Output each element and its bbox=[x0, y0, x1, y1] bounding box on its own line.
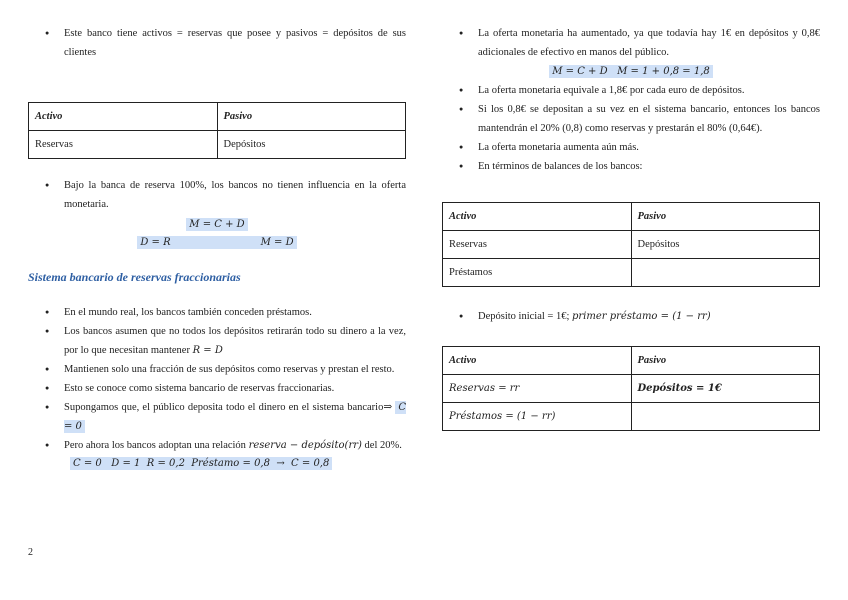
table2-header-activo: Activo bbox=[443, 203, 632, 231]
bullet-reserve-100: ● Bajo la banca de reserva 100%, los bancos no tienen influencia en la oferta monetaria. bbox=[28, 176, 406, 214]
table2-cell-prestamos: Préstamos bbox=[443, 259, 632, 287]
table1-cell-depositos: Depósitos bbox=[217, 131, 406, 159]
table-reservas-depositos bbox=[28, 102, 406, 159]
bullet-supongamos: ● Supongamos que, el público deposita todo el dinero en el sistema bancario⇒ C = 0 bbox=[28, 398, 406, 436]
equation-d-r: D = R bbox=[137, 236, 212, 249]
intro-bullet: ● Este banco tiene activos = reservas que posee y pasivos = depósitos de sus clientes bbox=[28, 24, 406, 62]
final-equation: C = 0 D = 1 R = 0,2 Préstamo = 0,8 → C = 0,8 bbox=[70, 457, 332, 470]
table3-cell-reservas-rr: Reservas = rr bbox=[443, 375, 632, 403]
math-c-0: C = 0 bbox=[64, 402, 406, 432]
bullet-oferta-aumentado: ● La oferta monetaria ha aumentado, ya que todavía hay 1€ en depósitos y 0,8€ adicionales de efectivo en manos del público. bbox=[442, 24, 820, 62]
section-heading: Sistema bancario de reservas fraccionarias bbox=[28, 270, 241, 284]
table1-header-pasivo: Pasivo bbox=[217, 103, 406, 131]
equation-m-1-8: M = C + D M = 1 + 0,8 = 1,8 bbox=[549, 65, 713, 78]
bullet-relacion: ● Pero ahora los bancos adoptan una relación reserva − depósito(rr) del 20%. bbox=[28, 436, 406, 455]
fractional-list bbox=[28, 303, 406, 455]
table2-header-pasivo: Pasivo bbox=[631, 203, 820, 231]
reserve100-list bbox=[28, 176, 406, 214]
table2-cell-reservas: Reservas bbox=[443, 231, 632, 259]
table1-cell-reservas: Reservas bbox=[29, 131, 218, 159]
table1-header-activo: Activo bbox=[29, 103, 218, 131]
bullet-fraccion: ● Mantienen solo una fracción de sus depósitos como reservas y prestan el resto. bbox=[28, 360, 406, 379]
table3-cell-empty bbox=[631, 403, 820, 431]
equation-m-c-d: M = C + D bbox=[186, 218, 247, 231]
equations-block bbox=[28, 216, 406, 252]
deposit-list bbox=[442, 307, 820, 326]
table2-cell-depositos: Depósitos bbox=[631, 231, 820, 259]
table3-header-pasivo: Pasivo bbox=[631, 347, 820, 375]
final-equation-row bbox=[28, 458, 406, 469]
right-list-bottom bbox=[442, 81, 820, 176]
table-rr bbox=[442, 346, 820, 431]
bullet-prestamos: ● En el mundo real, los bancos también conceden préstamos. bbox=[28, 303, 406, 322]
right-column bbox=[442, 24, 820, 431]
equation-m-d: M = D bbox=[213, 236, 297, 249]
table-balance bbox=[442, 202, 820, 287]
bullet-deposito-inicial: ● Depósito inicial = 1€; primer préstamo = (1 − rr) bbox=[442, 307, 820, 326]
bullet-retiro: ● Los bancos asumen que no todos los depósitos retirarán todo su dinero a la vez, por lo que necesitan mantener R = D bbox=[28, 322, 406, 360]
table3-header-activo: Activo bbox=[443, 347, 632, 375]
bullet-equivale: ● La oferta monetaria equivale a 1,8€ por cada euro de depósitos. bbox=[442, 81, 820, 100]
right-list-top bbox=[442, 24, 820, 62]
math-r-d: R = D bbox=[192, 345, 223, 356]
implies-arrow: ⇒ bbox=[383, 402, 393, 413]
math-reserva-deposito: reserva − depósito(rr) bbox=[248, 440, 362, 451]
table2-cell-empty bbox=[631, 259, 820, 287]
bullet-aumenta: ● La oferta monetaria aumenta aún más. bbox=[442, 138, 820, 157]
bullet-sistema: ● Esto se conoce como sistema bancario de reservas fraccionarias. bbox=[28, 379, 406, 398]
page-number: 2 bbox=[28, 547, 33, 558]
bullet-balances: ● En términos de balances de los bancos: bbox=[442, 157, 820, 176]
math-primer-prestamo: primer préstamo = (1 − rr) bbox=[572, 311, 711, 322]
table3-cell-prestamos-rr: Préstamos = (1 − rr) bbox=[443, 403, 632, 431]
left-column bbox=[28, 24, 406, 469]
equation-row bbox=[442, 62, 820, 81]
bullet-deposit-again: ● Si los 0,8€ se depositan a su vez en el sistema bancario, entonces los bancos mantendrán el 20% (0,8) como reservas y prestarán el 80% (0,64€). bbox=[442, 100, 820, 138]
intro-list bbox=[28, 24, 406, 62]
table3-cell-depositos-1: Depósitos = 1€ bbox=[631, 375, 820, 403]
